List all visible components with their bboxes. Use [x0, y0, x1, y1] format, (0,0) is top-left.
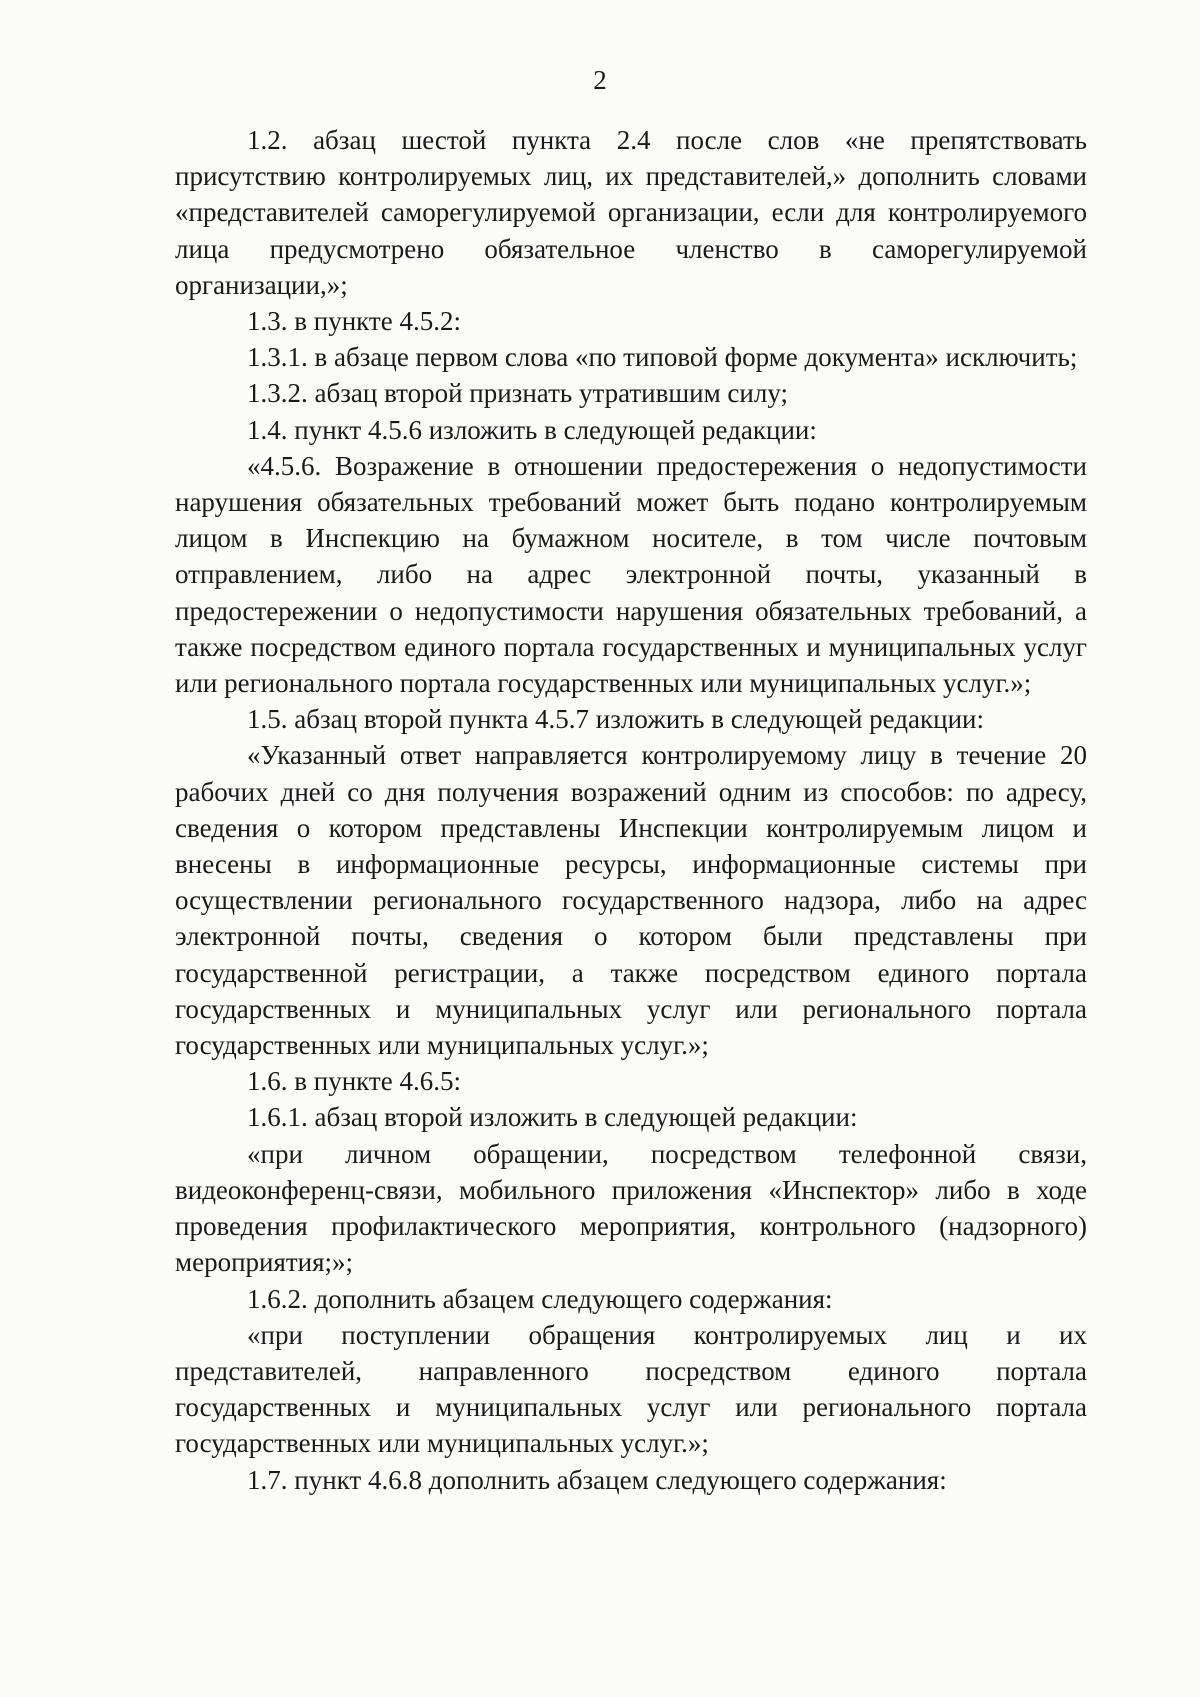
paragraph-1-6-2: 1.6.2. дополнить абзацем следующего содержания:	[247, 1283, 833, 1314]
paragraph-4-5-7-quote: «Указанный ответ направляется контролируемому лицу в течение 20 рабочих дней со дня получения возражений одним из способов: по адресу, сведения о котором представлены Инспекции контролируемым лицом и внесены в информационные ресурсы, информационные системы при осуществлении регионального государственного надзора, либо на адрес электронной почты, сведения о котором были представлены при государственной регистрации, а также посредством единого портала государственных и муниципальных услуг или регионального портала государственных или муниципальных услуг.»;	[175, 740, 1087, 1061]
paragraph-1-7: 1.7. пункт 4.6.8 дополнить абзацем следующего содержания:	[247, 1464, 947, 1495]
paragraph-1-3: 1.3. в пункте 4.5.2:	[247, 306, 461, 337]
paragraph-1-3-1: 1.3.1. в абзаце первом слова «по типовой форме документа» исключить;	[247, 342, 1078, 373]
page-number: 2	[593, 65, 607, 95]
paragraph-4-6-5-quote-1: «при личном обращении, посредством телефонной связи, видеоконференц-связи, мобильного приложения «Инспектор» либо в ходе проведения профилактического мероприятия, контрольного (надзорного) мероприятия;»;	[175, 1138, 1087, 1278]
paragraph-4-5-6-quote: «4.5.6. Возражение в отношении предостережения о недопустимости нарушения обязательных требований может быть подано контролируемым лицом в Инспекцию на бумажном носителе, в том числе почтовым отправлением, либо на адрес электронной почты, указанный в предостережении о недопустимости нарушения обязательных требований, а также посредством единого портала государственных и муниципальных услуг или регионального портала государственных или муниципальных услуг.»;	[175, 450, 1087, 699]
paragraph-1-6: 1.6. в пункте 4.6.5:	[247, 1066, 461, 1097]
paragraph-4-6-5-quote-2: «при поступлении обращения контролируемых лиц и их представителей, направленного посредством единого портала государственных и муниципальных услуг или регионального портала государственных или муниципальных услуг.»;	[175, 1319, 1087, 1459]
paragraph-1-3-2: 1.3.2. абзац второй признать утратившим силу;	[247, 378, 788, 409]
paragraph-1-2: 1.2. абзац шестой пункта 2.4 после слов «не препятствовать присутствию контролируемых лиц, их представителей,» дополнить словами «представителей саморегулируемой организации, если для контролируемого лица предусмотрено обязательное членство в саморегулируемой организации,»;	[175, 125, 1087, 300]
paragraph-1-5: 1.5. абзац второй пункта 4.5.7 изложить в следующей редакции:	[247, 704, 984, 735]
document-body	[175, 122, 1087, 1498]
paragraph-1-6-1: 1.6.1. абзац второй изложить в следующей редакции:	[247, 1102, 858, 1133]
paragraph-1-4: 1.4. пункт 4.5.6 изложить в следующей редакции:	[247, 414, 817, 445]
